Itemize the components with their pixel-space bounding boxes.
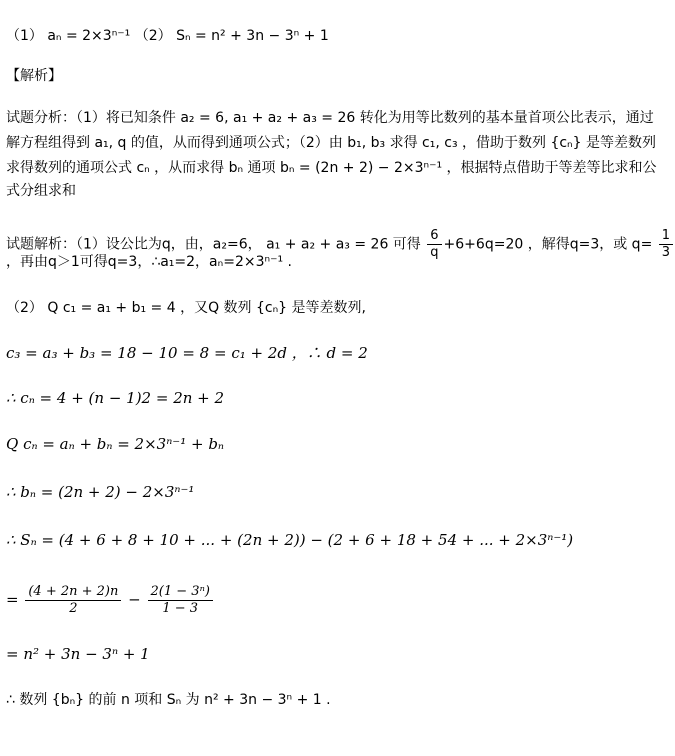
fraction-numerator: (4 + 2n + 2)n [25, 584, 121, 601]
solution-line-3: （2） Q c₁ = a₁ + b₁ = 4 ，又Q 数列 {cₙ} 是等差数列, [6, 300, 366, 316]
solution-line-1-text-a: 试题解析：（1）设公比为q，由，a₂=6， a₁ + a₂ + a₃ = 26 可得 [6, 236, 421, 253]
fraction-denominator: 3 [661, 245, 671, 260]
analysis-line-1: 试题分析：（1）将已知条件 a₂ = 6, a₁ + a₂ + a₃ = 26 转化为用等比数列的基本量首项公比表示，通过 [6, 110, 654, 126]
solution-line-2: ，再由q＞1可得q=3，∴a₁=2，aₙ=2×3ⁿ⁻¹ . [6, 254, 292, 270]
fraction-geometric-sum [148, 584, 213, 617]
equals-sign: = [6, 590, 19, 609]
fraction-denominator: 2 [69, 601, 78, 616]
solution-line-1-text-b: +6+6q=20 ，解得q=3，或 q= [443, 236, 653, 253]
analysis-heading: 【解析】 [6, 68, 62, 84]
solution-line-6: Q cₙ = aₙ + bₙ = 2×3ⁿ⁻¹ + bₙ [6, 435, 225, 453]
analysis-line-4: 式分组求和 [6, 183, 76, 199]
solution-line-5: ∴ cₙ = 4 + (n − 1)2 = 2n + 2 [6, 389, 225, 407]
fraction-1-over-3 [659, 228, 673, 261]
solution-line-10: = n² + 3n − 3ⁿ + 1 [6, 645, 150, 663]
analysis-line-2: 解方程组得到 a₁, q 的值，从而得到通项公式；（2）由 b₁, b₃ 求得 c₁, c₃ ，借助于数列 {cₙ} 是等差数列 [6, 135, 656, 151]
solution-line-4: c₃ = a₃ + b₃ = 18 − 10 = 8 = c₁ + 2d ，∴ d = 2 [6, 344, 368, 362]
minus-sign: − [128, 590, 141, 609]
fraction-numerator: 6 [427, 228, 441, 245]
fraction-denominator: 1 − 3 [162, 601, 199, 616]
solution-line-7: ∴ bₙ = (2n + 2) − 2×3ⁿ⁻¹ [6, 483, 195, 501]
fraction-6-over-q [427, 228, 441, 261]
solution-line-8: ∴ Sₙ = (4 + 6 + 8 + 10 + ... + (2n + 2)) − (2 + 6 + 18 + 54 + ... + 2×3ⁿ⁻¹) [6, 531, 574, 549]
fraction-denominator: q [430, 245, 439, 260]
fraction-numerator: 2(1 − 3ⁿ) [148, 584, 213, 601]
fraction-numerator: 1 [659, 228, 673, 245]
fraction-arithmetic-sum [25, 584, 121, 617]
answer-line: （1） aₙ = 2×3ⁿ⁻¹ （2） Sₙ = n² + 3n − 3ⁿ + 1 [6, 28, 329, 44]
solution-line-11: ∴ 数列 {bₙ} 的前 n 项和 Sₙ 为 n² + 3n − 3ⁿ + 1 . [6, 692, 331, 708]
analysis-line-3: 求得数列的通项公式 cₙ ，从而求得 bₙ 通项 bₙ = (2n + 2) − 2×3ⁿ⁻¹ ，根据特点借助于等差等比求和公 [6, 160, 657, 176]
solution-line-9 [6, 584, 215, 617]
